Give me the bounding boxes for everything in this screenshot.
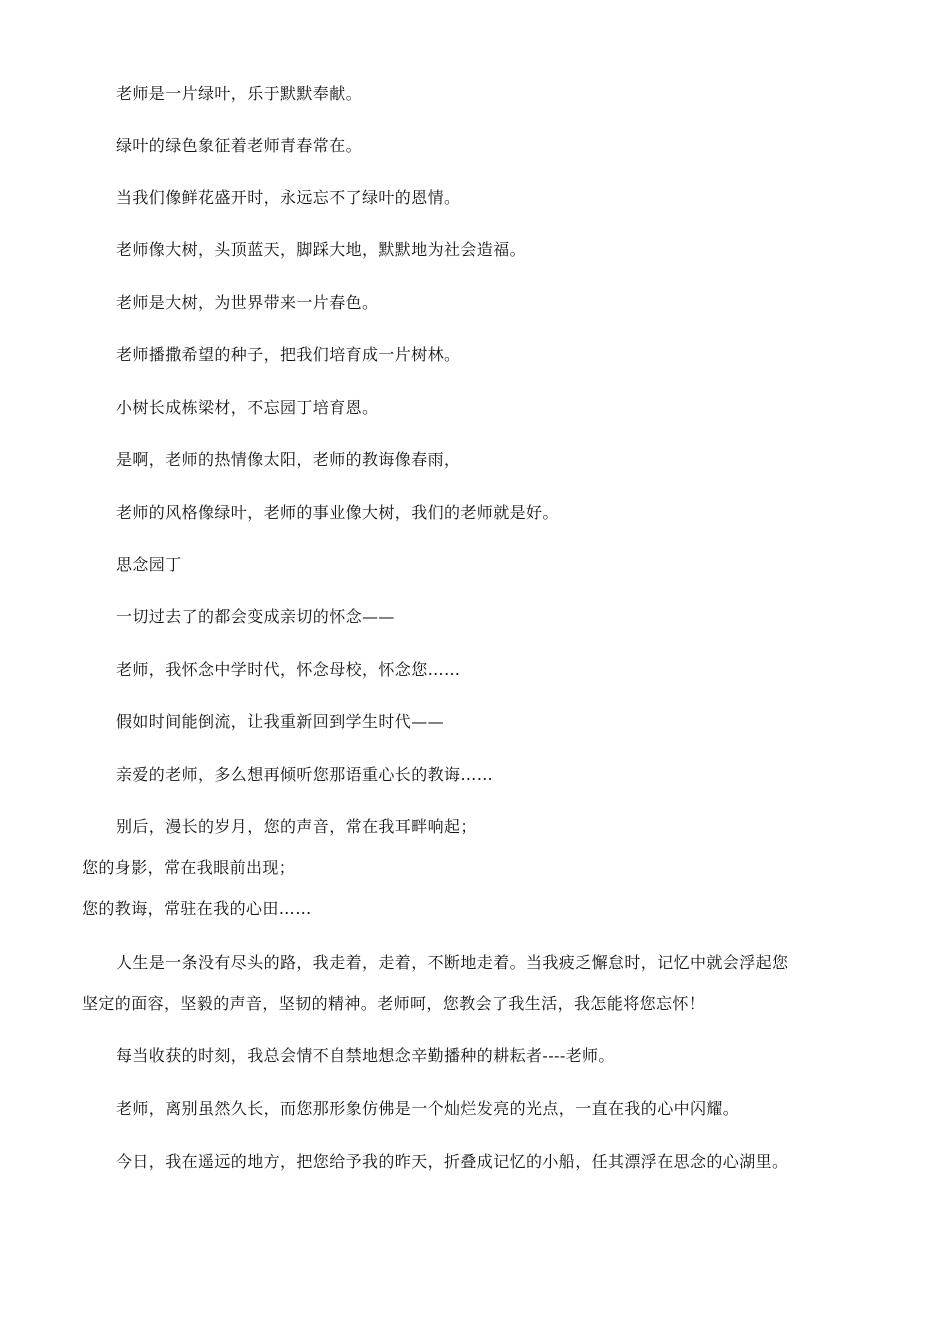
paragraph-line: 当我们像鲜花盛开时，永远忘不了绿叶的恩情。: [116, 188, 461, 207]
paragraph-line: 老师是一片绿叶，乐于默默奉献。: [116, 84, 363, 103]
paragraph-line: 您的教诲，常驻在我的心田……: [82, 899, 312, 918]
paragraph-line: 是啊，老师的热情像太阳，老师的教诲像春雨，: [116, 450, 461, 469]
paragraph-line: 老师的风格像绿叶，老师的事业像大树，我们的老师就是好。: [116, 503, 559, 522]
paragraph-line: 别后，漫长的岁月，您的声音，常在我耳畔响起；: [116, 817, 477, 836]
paragraph-line: 老师，我怀念中学时代，怀念母校，怀念您……: [116, 660, 461, 679]
paragraph-line: 老师播撒希望的种子，把我们培育成一片树林。: [116, 345, 461, 364]
paragraph-line: 亲爱的老师，多么想再倾听您那语重心长的教诲……: [116, 765, 494, 784]
paragraph-line: 一切过去了的都会变成亲切的怀念——: [116, 607, 395, 626]
section-heading: 思念园丁: [116, 555, 182, 574]
paragraph-line: 绿叶的绿色象征着老师青春常在。: [116, 136, 363, 155]
paragraph-line: 小树长成栋梁材，不忘园丁培育恩。: [116, 398, 379, 417]
paragraph-line: 每当收获的时刻，我总会情不自禁地想念辛勤播种的耕耘者----老师。: [116, 1046, 615, 1065]
paragraph-line: 老师，离别虽然久长，而您那形象仿佛是一个灿烂发亮的光点，一直在我的心中闪耀。: [116, 1099, 740, 1118]
paragraph-line: 老师像大树，头顶蓝天，脚踩大地，默默地为社会造福。: [116, 240, 527, 259]
paragraph-line: 今日，我在遥远的地方，把您给予我的昨天，折叠成记忆的小船，任其漂浮在思念的心湖里。: [116, 1152, 789, 1171]
paragraph-line: 坚定的面容，坚毅的声音，坚韧的精神。老师呵，您教会了我生活，我怎能将您忘怀！: [82, 994, 706, 1013]
paragraph-line: 假如时间能倒流，让我重新回到学生时代——: [116, 712, 445, 731]
paragraph-line: 老师是大树，为世界带来一片春色。: [116, 293, 379, 312]
paragraph-line: 人生是一条没有尽头的路，我走着，走着，不断地走着。当我疲乏懈怠时，记忆中就会浮起您: [116, 953, 789, 972]
paragraph-line: 您的身影，常在我眼前出现；: [82, 858, 296, 877]
